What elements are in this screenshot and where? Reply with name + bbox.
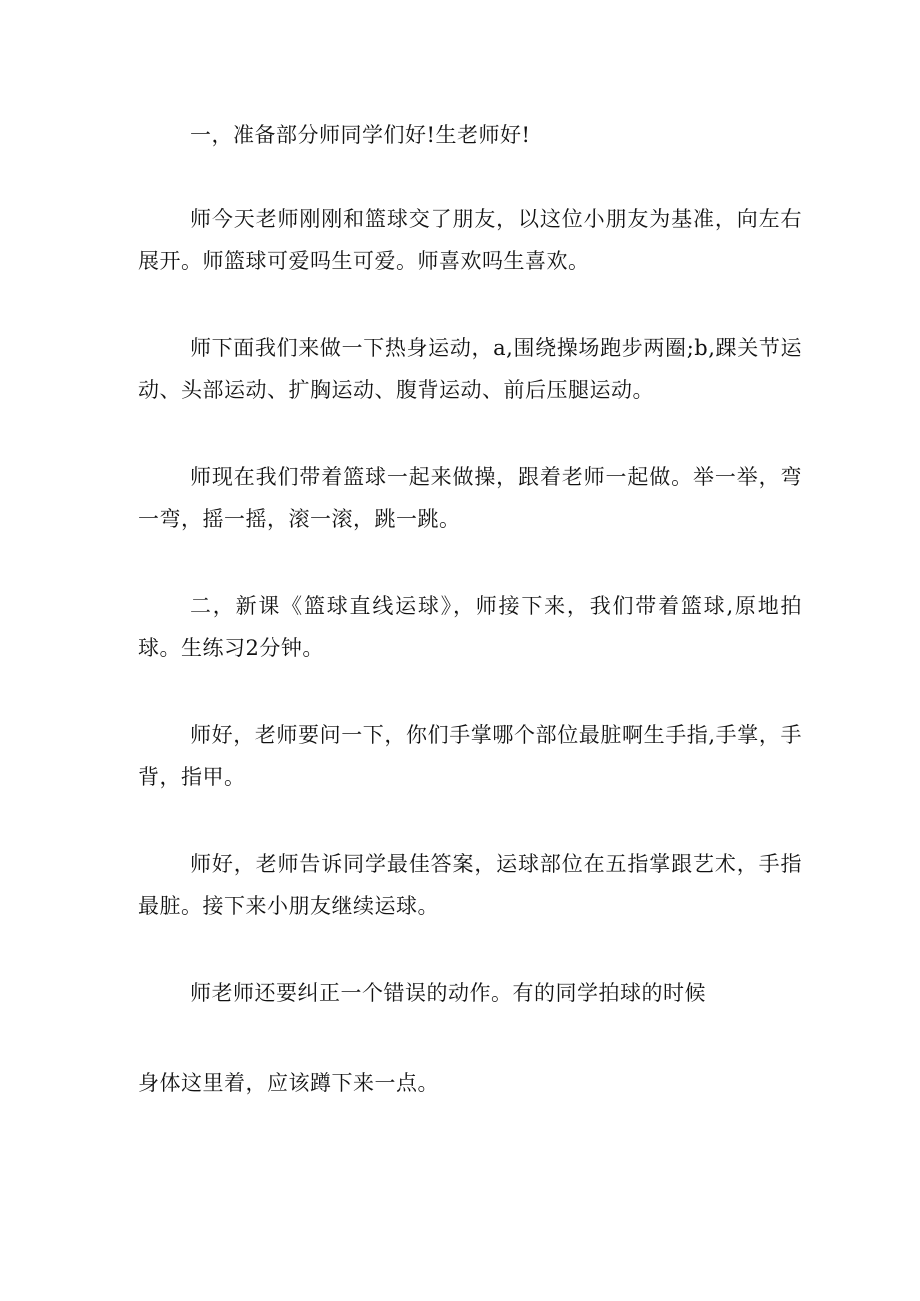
paragraph-answer: 师好，老师告诉同学最佳答案，运球部位在五指掌跟艺术，手指最脏。接下来小朋友继续运球。 [138,852,802,918]
paragraph-question: 师好，老师要问一下，你们手掌哪个部位最脏啊生手指,手掌，手背，指甲。 [138,723,802,789]
paragraph-new-lesson: 二，新课《篮球直线运球》，师接下来，我们带着篮球,原地拍球。生练习2分钟。 [138,594,802,660]
paragraph-warmup: 师下面我们来做一下热身运动，a,围绕操场跑步两圈;b,踝关节运动、头部运动、扩胸运动、腹背运动、前后压腿运动。 [138,336,802,402]
paragraph-preparation: 一，准备部分师同学们好!生老师好! [190,123,531,147]
paragraph-introduction: 师今天老师刚刚和篮球交了朋友，以这位小朋友为基准，向左右展开。师篮球可爱吗生可爱。师喜欢吗生喜欢。 [138,207,802,273]
paragraph-correction-continued: 身体这里着，应该蹲下来一点。 [138,1071,439,1095]
paragraph-correction: 师老师还要纠正一个错误的动作。有的同学拍球的时候 [190,981,706,1005]
paragraph-exercise: 师现在我们带着篮球一起来做操，跟着老师一起做。举一举，弯一弯，摇一摇，滚一滚，跳一跳。 [138,465,802,531]
